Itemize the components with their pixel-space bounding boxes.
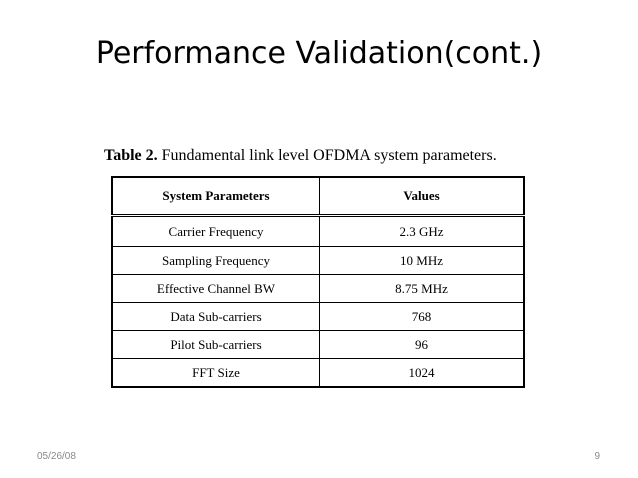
table-row (112, 303, 524, 331)
parameter-name: Sampling Frequency (112, 247, 320, 275)
parameter-value: 768 (320, 303, 525, 331)
table-caption-label: Table 2. (104, 147, 158, 164)
table-caption-text: Fundamental link level OFDMA system parameters. (157, 147, 497, 164)
column-header-values: Values (320, 177, 525, 216)
parameter-value: 1024 (320, 359, 525, 388)
table-header-row (112, 177, 524, 216)
parameters-table (111, 176, 525, 388)
table-row (112, 359, 524, 388)
parameter-name: Effective Channel BW (112, 275, 320, 303)
table-row (112, 331, 524, 359)
slide-title: Performance Validation(cont.) (95, 36, 543, 71)
parameter-value: 96 (320, 331, 525, 359)
table-row (112, 216, 524, 247)
table-caption (104, 147, 497, 165)
table-row (112, 247, 524, 275)
table-row (112, 275, 524, 303)
parameter-name: FFT Size (112, 359, 320, 388)
parameter-name: Pilot Sub-carriers (112, 331, 320, 359)
parameter-name: Data Sub-carriers (112, 303, 320, 331)
page-number: 9 (594, 451, 600, 462)
parameter-value: 2.3 GHz (320, 216, 525, 247)
parameter-value: 10 MHz (320, 247, 525, 275)
parameter-name: Carrier Frequency (112, 216, 320, 247)
column-header-parameters: System Parameters (112, 177, 320, 216)
footer-date: 05/26/08 (37, 451, 76, 462)
parameter-value: 8.75 MHz (320, 275, 525, 303)
